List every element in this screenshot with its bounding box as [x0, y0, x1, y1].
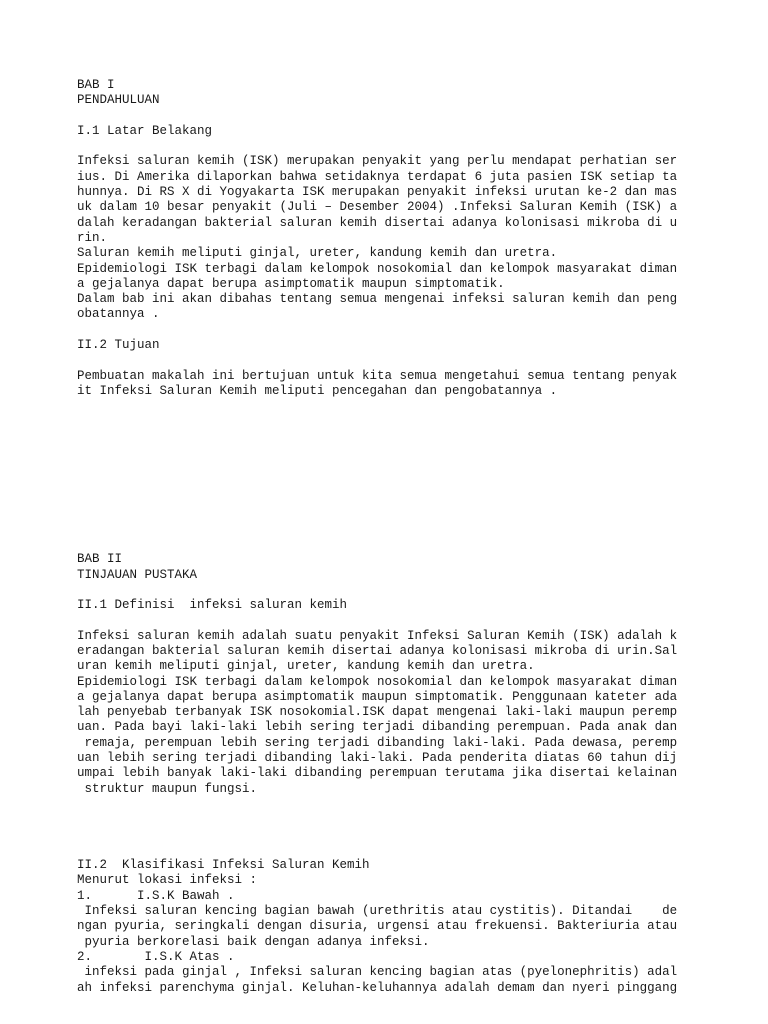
text-line: uk dalam 10 besar penyakit (Juli – Desember 2004) .Infeksi Saluran Kemih (ISK) a [77, 200, 678, 215]
text-line: II.2 Klasifikasi Infeksi Saluran Kemih [77, 858, 370, 873]
blank-line [77, 476, 757, 491]
text-line: dalah keradangan bakterial saluran kemih disertai adanya kolonisasi mikroba di u [77, 215, 678, 230]
blank-line [77, 139, 757, 154]
text-line: a gejalanya dapat berupa asimptomatik maupun simptomatik. Penggunaan kateter ada [77, 689, 678, 704]
text-line: I.1 Latar Belakang [77, 123, 213, 138]
blank-line [77, 522, 757, 537]
text-line: BAB II [77, 552, 123, 567]
blank-line [77, 537, 757, 552]
text-line: Saluran kemih meliputi ginjal, ureter, kandung kemih dan uretra. [77, 246, 558, 261]
text-line: uan. Pada bayi laki-laki lebih sering terjadi dibanding perempuan. Pada anak dan [77, 720, 678, 735]
blank-line [77, 828, 757, 843]
text-line: BAB I [77, 78, 115, 92]
blank-line [77, 812, 757, 827]
text-line: ius. Di Amerika dilaporkan bahwa setidaknya terdapat 6 juta pasien ISK setiap ta [77, 169, 678, 184]
text-line: Infeksi saluran kemih (ISK) merupakan penyakit yang perlu mendapat perhatian ser [77, 154, 678, 169]
text-line: it Infeksi Saluran Kemih meliputi pencegahan dan pengobatannya . [77, 383, 558, 398]
text-line: II.2 Tujuan [77, 338, 160, 353]
text-line: TINJAUAN PUSTAKA [77, 567, 198, 582]
text-line: Infeksi saluran kemih adalah suatu penyakit Infeksi Saluran Kemih (ISK) adalah k [77, 628, 678, 643]
blank-line [77, 843, 757, 858]
blank-line [77, 430, 757, 445]
blank-line [77, 399, 757, 414]
blank-line [77, 353, 757, 368]
blank-line [77, 583, 757, 598]
text-line: Menurut lokasi infeksi : [77, 873, 258, 888]
blank-line [77, 323, 757, 338]
text-line: infeksi pada ginjal , Infeksi saluran kencing bagian atas (pyelonephritis) adal [77, 965, 678, 980]
blank-line [77, 613, 757, 628]
text-line: lah penyebab terbanyak ISK nosokomial.ISK dapat mengenai laki-laki maupun peremp [77, 705, 678, 720]
text-line: ah infeksi parenchyma ginjal. Keluhan-keluhannya adalah demam dan nyeri pinggang [77, 980, 678, 995]
text-line: rin. [77, 230, 108, 245]
text-line: 1. I.S.K Bawah . [77, 888, 235, 903]
text-line: Pembuatan makalah ini bertujuan untuk kita semua mengetahui semua tentang penyak [77, 368, 678, 383]
text-line: struktur maupun fungsi. [77, 781, 258, 796]
text-line: a gejalanya dapat berupa asimptomatik maupun simptomatik. [77, 276, 505, 291]
text-line: PENDAHULUAN [77, 93, 160, 108]
text-line: ngan pyuria, seringkali dengan disuria, urgensi atau frekuensi. Bakteriuria atau [77, 919, 678, 934]
text-line: obatannya . [77, 307, 160, 322]
text-line: remaja, perempuan lebih sering terjadi dibanding laki-laki. Pada dewasa, peremp [77, 735, 678, 750]
text-line: eradangan bakterial saluran kemih disertai adanya kolonisasi mikroba di urin.Sal [77, 643, 678, 658]
text-line: hunnya. Di RS X di Yogyakarta ISK merupakan penyakit infeksi urutan ke-2 dan mas [77, 185, 678, 200]
text-line: Infeksi saluran kencing bagian bawah (urethritis atau cystitis). Ditandai de [77, 904, 678, 919]
text-line: uan lebih sering terjadi dibanding laki-laki. Pada penderita diatas 60 tahun dij [77, 751, 678, 766]
blank-line [77, 109, 757, 124]
blank-line [77, 445, 757, 460]
text-line: uran kemih meliputi ginjal, ureter, kandung kemih dan uretra. [77, 659, 535, 674]
blank-line [77, 460, 757, 475]
text-line: umpai lebih banyak laki-laki dibanding perempuan terutama jika disertai kelainan [77, 766, 678, 781]
text-line: II.1 Definisi infeksi saluran kemih [77, 598, 348, 613]
text-line: Dalam bab ini akan dibahas tentang semua mengenai infeksi saluran kemih dan peng [77, 292, 678, 307]
text-line: Epidemiologi ISK terbagi dalam kelompok nosokomial dan kelompok masyarakat diman [77, 261, 678, 276]
text-line: Epidemiologi ISK terbagi dalam kelompok nosokomial dan kelompok masyarakat diman [77, 674, 678, 689]
text-line: pyuria berkorelasi baik dengan adanya infeksi. [77, 934, 430, 949]
blank-line [77, 415, 757, 430]
blank-line [77, 491, 757, 506]
blank-line [77, 797, 757, 812]
document-page [77, 78, 757, 996]
text-line: 2. I.S.K Atas . [77, 949, 235, 964]
blank-line [77, 506, 757, 521]
